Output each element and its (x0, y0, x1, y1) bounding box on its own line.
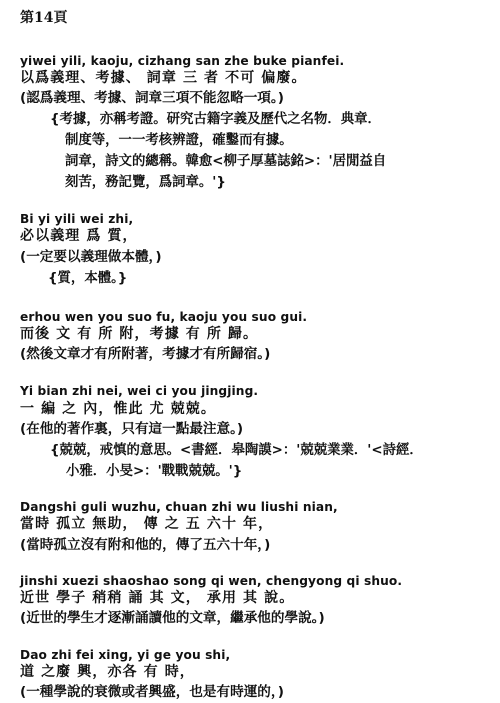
pinyin-line: Yi bian zhi nei, wei ci you jingjing. (20, 384, 259, 398)
chinese-line: 道 之廢 興，亦各 有 時， (20, 664, 195, 680)
translation-line: (當時孤立沒有附和他的，傳了五六十年，) (20, 537, 271, 553)
chinese-line: 近世 學子 稍稍 誦 其 文， 承用 其 說。 (20, 590, 295, 606)
note-line: {兢兢，戒慎的意思。<書經．皋陶謨>：'兢兢業業．'<詩經． (50, 443, 423, 458)
note-line: 小雅．小旻>：'戰戰兢兢。'} (66, 464, 243, 479)
chinese-line: 當時 孤立 無助， 傳 之 五 六十 年， (20, 516, 274, 532)
chinese-line: 而後 文 有 所 附，考據 有 所 歸。 (20, 326, 259, 342)
translation-line: (一定要以義理做本體，) (20, 249, 162, 265)
pinyin-line: Dangshi guli wuzhu, chuan zhi wu liushi nian, (20, 500, 338, 514)
translation-line: (然後文章才有所附著，考據才有所歸宿。) (20, 346, 271, 362)
note-line: 制度等，一一考核辨證，確鑿而有據。 (65, 133, 293, 148)
translation-line: (一種學說的衰微或者興盛，也是有時運的，) (20, 684, 284, 700)
translation-line: (近世的學生才逐漸誦讀他的文章，繼承他的學說。) (20, 610, 325, 626)
note-line: {質，本體。} (48, 271, 128, 286)
page-label: 第14頁 (20, 10, 68, 26)
pinyin-line: jinshi xuezi shaoshao song qi wen, chengyong qi shuo. (20, 574, 403, 588)
pinyin-line: Dao zhi fei xing, yi ge you shi, (20, 648, 231, 662)
translation-line: (認爲義理、考據、詞章三項不能忽略一項。) (20, 90, 284, 106)
chinese-line: 一 編 之 內，惟此 尤 兢兢。 (20, 401, 216, 417)
translation-line: (在他的著作裏，只有這一點最注意。) (20, 421, 244, 437)
note-line: 刻苦，務記覽，爲詞章。'} (65, 175, 226, 190)
chinese-line: 必以義理 爲 質， (20, 228, 138, 244)
pinyin-line: yiwei yili, kaoju, cizhang san zhe buke pianfei. (20, 54, 345, 68)
note-line: 詞章，詩文的總稱。韓愈<柳子厚墓誌銘>：'居閒益自 (65, 154, 387, 169)
note-line: {考據，亦稱考證。研究古籍字義及歷代之名物．典章． (50, 112, 381, 127)
pinyin-line: Bi yi yili wei zhi, (20, 212, 134, 226)
pinyin-line: erhou wen you suo fu, kaoju you suo gui. (20, 310, 308, 324)
chinese-line: 以爲義理、考據、 詞章 三 者 不可 偏廢。 (20, 70, 307, 86)
